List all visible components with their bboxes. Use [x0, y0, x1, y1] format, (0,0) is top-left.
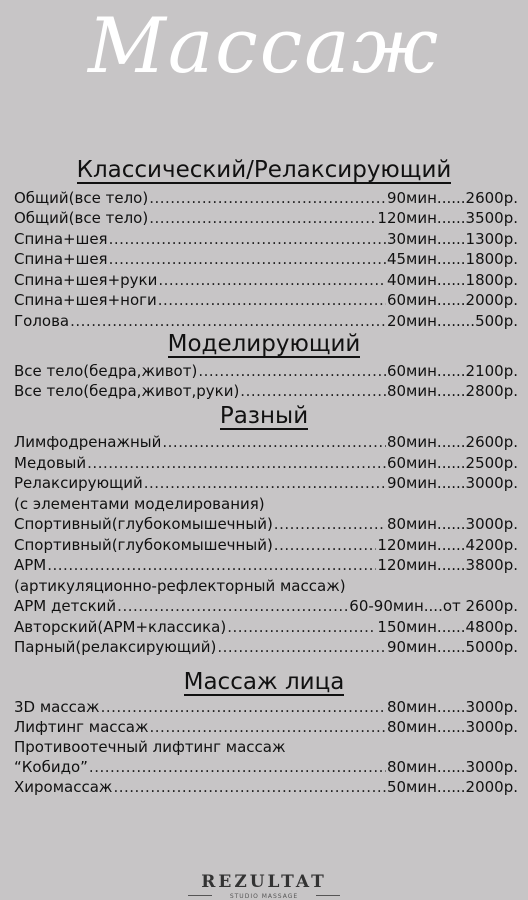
service-duration: 120мин: [377, 209, 437, 227]
price-separator: ......: [436, 271, 466, 289]
service-duration: 60мин: [386, 454, 437, 472]
price-separator: ......: [436, 556, 466, 574]
price-separator: ....: [423, 597, 443, 615]
service-price: 2100р.: [465, 362, 518, 380]
service-name: Все тело(бедра,живот): [14, 362, 198, 380]
service-name: Лимфодренажный: [14, 433, 162, 451]
service-price: 3000р.: [465, 474, 518, 492]
leader-dots: [70, 311, 386, 331]
leader-dots: [109, 229, 386, 249]
leader-dots: [47, 555, 376, 575]
service-price: 3000р.: [465, 718, 518, 736]
service-name: Релаксирующий: [14, 474, 143, 492]
service-price: 1800р.: [465, 250, 518, 268]
service-name: Хиромассаж: [14, 778, 113, 796]
service-duration: 150мин: [377, 618, 437, 636]
section-title: [0, 668, 528, 696]
item-note: Противоотечный лифтинг массаж: [14, 738, 286, 756]
price-row: [14, 757, 518, 777]
service-duration: 80мин: [386, 758, 437, 776]
service-name: Медовый: [14, 454, 87, 472]
service-price: 2600р.: [465, 433, 518, 451]
price-separator: ........: [436, 312, 476, 330]
leader-dots: [117, 596, 348, 616]
service-name: Общий(все тело): [14, 189, 149, 207]
service-price: 4200р.: [465, 536, 518, 554]
service-duration: 90мин: [386, 474, 437, 492]
price-separator: ......: [436, 718, 466, 736]
price-row: [14, 361, 518, 381]
service-price: 2800р.: [465, 382, 518, 400]
leader-dots: [158, 270, 386, 290]
price-row: [14, 432, 518, 452]
service-duration: 80мин: [386, 433, 437, 451]
service-price: 2000р.: [465, 778, 518, 796]
leader-dots: [109, 249, 386, 269]
price-row: [14, 777, 518, 797]
service-name: Спортивный(глубокомышечный): [14, 536, 273, 554]
price-row: [14, 596, 518, 616]
price-separator: ......: [436, 536, 466, 554]
service-price: 3000р.: [465, 758, 518, 776]
service-price: 3000р.: [465, 698, 518, 716]
price-separator: ......: [436, 778, 466, 796]
service-price: 1800р.: [465, 271, 518, 289]
service-price: 3800р.: [465, 556, 518, 574]
price-separator: ......: [436, 454, 466, 472]
service-price: 500р.: [475, 312, 518, 330]
service-price: 3500р.: [465, 209, 518, 227]
footer-brand-subtitle: STUDIO MASSAGE: [229, 893, 299, 900]
price-row: [14, 208, 518, 228]
service-duration: 60мин: [386, 291, 437, 309]
section-title: [0, 330, 528, 358]
section-title-text: Разный: [219, 403, 309, 429]
leader-dots: [87, 453, 386, 473]
leader-dots: [240, 381, 386, 401]
price-separator: ......: [436, 618, 466, 636]
leader-dots: [149, 208, 376, 228]
service-duration: 60мин: [386, 362, 437, 380]
service-name: “Кобидо”: [14, 758, 88, 776]
leader-dots: [89, 757, 386, 777]
service-name: Спина+шея+ноги: [14, 291, 157, 309]
service-name: 3D массаж: [14, 698, 100, 716]
price-row: [14, 229, 518, 249]
service-name: АРМ: [14, 556, 47, 574]
leader-dots: [158, 290, 386, 310]
price-row: [14, 270, 518, 290]
service-duration: 120мин: [377, 536, 437, 554]
price-row: [14, 188, 518, 208]
leader-dots: [150, 717, 386, 737]
service-name: АРМ детский: [14, 597, 117, 615]
leader-dots: [149, 188, 386, 208]
service-duration: 60-90мин: [349, 597, 424, 615]
section-title-text: Массаж лица: [183, 669, 345, 695]
service-duration: 80мин: [386, 698, 437, 716]
service-duration: 80мин: [386, 382, 437, 400]
price-row: [14, 249, 518, 269]
service-duration: 30мин: [386, 230, 437, 248]
service-duration: 20мин: [386, 312, 437, 330]
item-note: (артикуляционно-рефлекторный массаж): [14, 577, 346, 595]
leader-dots: [101, 697, 386, 717]
price-row: [14, 453, 518, 473]
price-separator: ......: [436, 291, 466, 309]
price-row: [14, 473, 518, 493]
service-duration: 80мин: [386, 515, 437, 533]
price-row: [14, 697, 518, 717]
service-name: Спина+шея: [14, 230, 108, 248]
leader-dots: [113, 777, 386, 797]
price-row: [14, 535, 518, 555]
service-duration: 50мин: [386, 778, 437, 796]
leader-dots: [274, 535, 377, 555]
service-name: Спортивный(глубокомышечный): [14, 515, 273, 533]
service-name: Все тело(бедра,живот,руки): [14, 382, 240, 400]
service-price: 1300р.: [465, 230, 518, 248]
section-title: [0, 402, 528, 430]
leader-dots: [198, 361, 386, 381]
service-price: от 2600р.: [442, 597, 518, 615]
service-price: 4800р.: [465, 618, 518, 636]
price-separator: ......: [436, 515, 466, 533]
price-separator: ......: [436, 189, 466, 207]
service-duration: 90мин: [386, 189, 437, 207]
service-name: Спина+шея: [14, 250, 108, 268]
price-row: [14, 290, 518, 310]
price-separator: ......: [436, 230, 466, 248]
section-title-text: Моделирующий: [167, 331, 361, 357]
leader-dots: [144, 473, 386, 493]
leader-dots: [162, 432, 386, 452]
service-price: 3000р.: [465, 515, 518, 533]
service-name: Голова: [14, 312, 70, 330]
service-duration: 40мин: [386, 271, 437, 289]
price-row: [14, 514, 518, 534]
price-separator: ......: [436, 209, 466, 227]
price-row: [14, 311, 518, 331]
leader-dots: [274, 514, 386, 534]
price-row: [14, 381, 518, 401]
price-separator: ......: [436, 250, 466, 268]
price-separator: ......: [436, 362, 466, 380]
price-row: [14, 637, 518, 657]
price-separator: ......: [436, 433, 466, 451]
service-price: 2600р.: [465, 189, 518, 207]
page-title: Массаж: [88, 1, 440, 90]
service-name: Спина+шея+руки: [14, 271, 158, 289]
price-separator: ......: [436, 638, 466, 656]
service-duration: 90мин: [386, 638, 437, 656]
price-row: [14, 717, 518, 737]
leader-dots: [227, 617, 376, 637]
service-duration: 120мин: [377, 556, 437, 574]
section-title-text: Классический/Релаксирующий: [76, 157, 452, 183]
price-separator: ......: [436, 382, 466, 400]
service-name: Общий(все тело): [14, 209, 149, 227]
service-duration: 80мин: [386, 718, 437, 736]
section-title: [0, 156, 528, 184]
price-separator: ......: [436, 474, 466, 492]
item-note: (с элементами моделирования): [14, 495, 265, 513]
footer-brand-logo: REZULTAT: [201, 872, 327, 892]
service-name: Лифтинг массаж: [14, 718, 149, 736]
service-price: 2000р.: [465, 291, 518, 309]
service-name: Авторский(АРМ+классика): [14, 618, 227, 636]
service-price: 2500р.: [465, 454, 518, 472]
leader-dots: [217, 637, 386, 657]
price-row: [14, 617, 518, 637]
service-price: 5000р.: [465, 638, 518, 656]
service-name: Парный(релаксирующий): [14, 638, 217, 656]
price-separator: ......: [436, 698, 466, 716]
price-separator: ......: [436, 758, 466, 776]
price-row: [14, 555, 518, 575]
service-duration: 45мин: [386, 250, 437, 268]
